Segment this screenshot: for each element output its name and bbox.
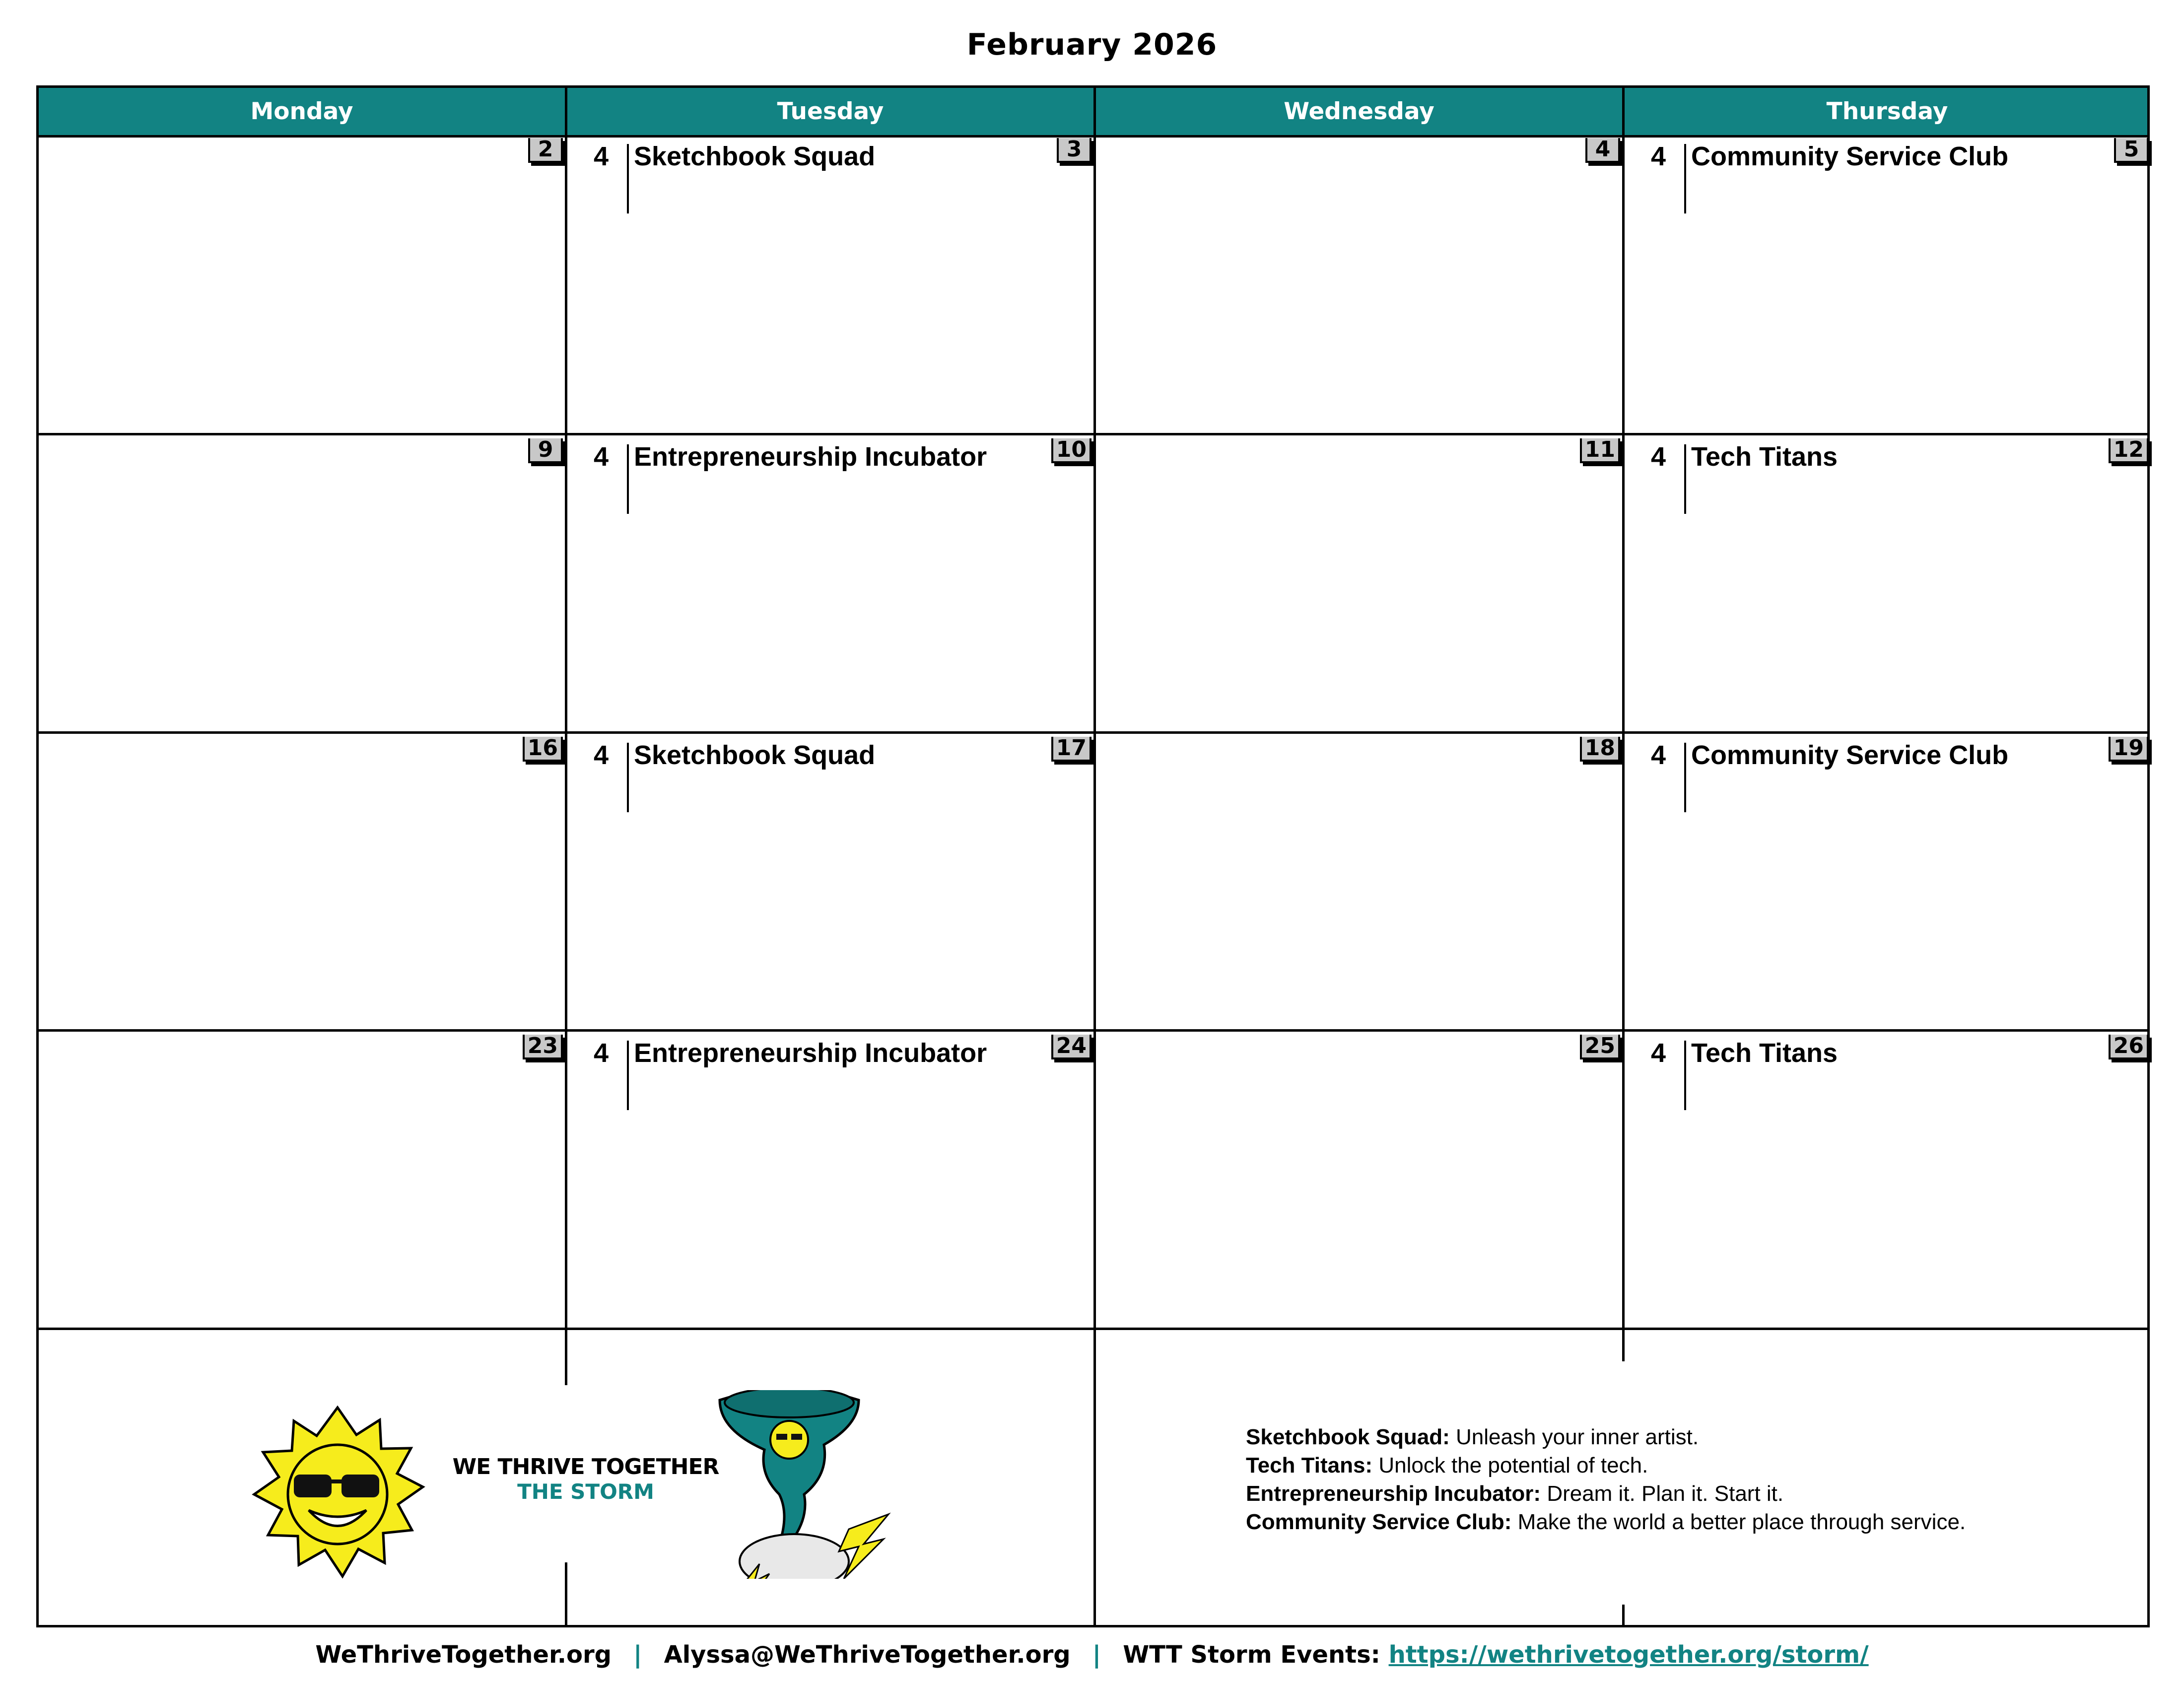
we-thrive-together-logo [213,1390,893,1579]
day-number: 11 [1580,438,1620,463]
event-name: Tech Titans [1691,1038,1838,1068]
day-number: 9 [528,438,563,463]
day-number: 16 [523,737,563,762]
event-time: 4 [1650,141,1666,171]
calendar-day-cell [39,1032,565,1330]
calendar-day-cell [39,435,565,733]
legend-item [1246,1508,1966,1536]
day-number: 26 [2109,1035,2149,1059]
weekday-thursday: Thursday [1826,98,1948,125]
legend-name: Entrepreneurship Incubator: [1246,1481,1541,1506]
event-name: Community Service Club [1691,740,2009,770]
footer-separator: | [1092,1641,1101,1669]
events-label: WTT Storm Events: [1123,1641,1380,1669]
event-time: 4 [593,442,609,472]
calendar-day-cell [1625,135,2151,433]
logo-subtitle: THE STORM [517,1479,654,1504]
legend-desc: Unlock the potential of tech. [1378,1453,1648,1477]
calendar-day-cell [567,734,1093,1032]
calendar-day-cell [1625,435,2151,733]
event-time: 4 [1650,740,1666,770]
event-divider [627,144,629,213]
event-divider [1684,144,1686,213]
events-url-link[interactable]: https://wethrivetogether.org/storm/ [1388,1641,1869,1669]
legend-name: Community Service Club: [1246,1510,1512,1534]
event-divider [627,444,629,514]
event-time: 4 [1650,1038,1666,1068]
legend-name: Sketchbook Squad: [1246,1425,1450,1449]
legend-item [1246,1423,1966,1451]
tornado-mascot-icon [720,1390,888,1579]
weekday-header [39,88,2147,138]
weekday-monday: Monday [250,98,353,125]
legend-name: Tech Titans: [1246,1453,1373,1477]
day-number: 17 [1051,737,1092,762]
event-divider [1684,444,1686,514]
day-number: 23 [523,1035,563,1059]
day-number: 12 [2109,438,2149,463]
calendar-day-cell [1625,1032,2151,1330]
event-name: Sketchbook Squad [634,740,876,770]
calendar-day-cell [1096,1032,1622,1330]
event-divider [1684,1041,1686,1110]
calendar-day-cell [567,1032,1093,1330]
event-time: 4 [1650,442,1666,472]
calendar-day-cell [39,734,565,1032]
legend-desc: Dream it. Plan it. Start it. [1547,1481,1784,1506]
event-divider [1684,743,1686,812]
calendar-day-cell [1096,135,1622,433]
site-link[interactable]: WeThriveTogether.org [315,1641,612,1669]
contact-footer [0,1641,2184,1669]
event-name: Entrepreneurship Incubator [634,1038,987,1068]
day-number: 2 [528,138,563,163]
event-name: Entrepreneurship Incubator [634,442,987,472]
weekday-wednesday: Wednesday [1284,98,1434,125]
event-name: Tech Titans [1691,442,1838,472]
day-number: 4 [1585,138,1620,163]
club-legend [1246,1423,1966,1536]
column-divider [1622,1605,1625,1625]
footer-separator: | [633,1641,642,1669]
event-time: 4 [593,141,609,171]
event-name: Community Service Club [1691,141,2009,171]
event-time: 4 [593,740,609,770]
event-time: 4 [593,1038,609,1068]
day-number: 18 [1580,737,1620,762]
calendar-day-cell [1625,734,2151,1032]
legend-item [1246,1479,1966,1508]
day-number: 5 [2114,138,2149,163]
day-number: 10 [1051,438,1092,463]
calendar-day-cell [567,135,1093,433]
legend-desc: Unleash your inner artist. [1455,1425,1699,1449]
day-number: 24 [1051,1035,1092,1059]
event-name: Sketchbook Squad [634,141,876,171]
legend-item [1246,1451,1966,1479]
page-title: February 2026 [966,27,1218,62]
calendar-day-cell [1096,734,1622,1032]
event-divider [627,1041,629,1110]
email-link[interactable]: Alyssa@WeThriveTogether.org [664,1641,1071,1669]
legend-desc: Make the world a better place through service. [1517,1510,1966,1534]
event-divider [627,743,629,812]
day-number: 3 [1057,138,1092,163]
calendar-day-cell [39,135,565,433]
calendar-day-cell [567,435,1093,733]
day-number: 25 [1580,1035,1620,1059]
calendar-day-cell [1096,435,1622,733]
day-number: 19 [2109,737,2149,762]
weekday-tuesday: Tuesday [777,98,884,125]
sun-with-sunglasses-icon [254,1407,423,1576]
logo-title: WE THRIVE TOGETHER [452,1454,719,1479]
